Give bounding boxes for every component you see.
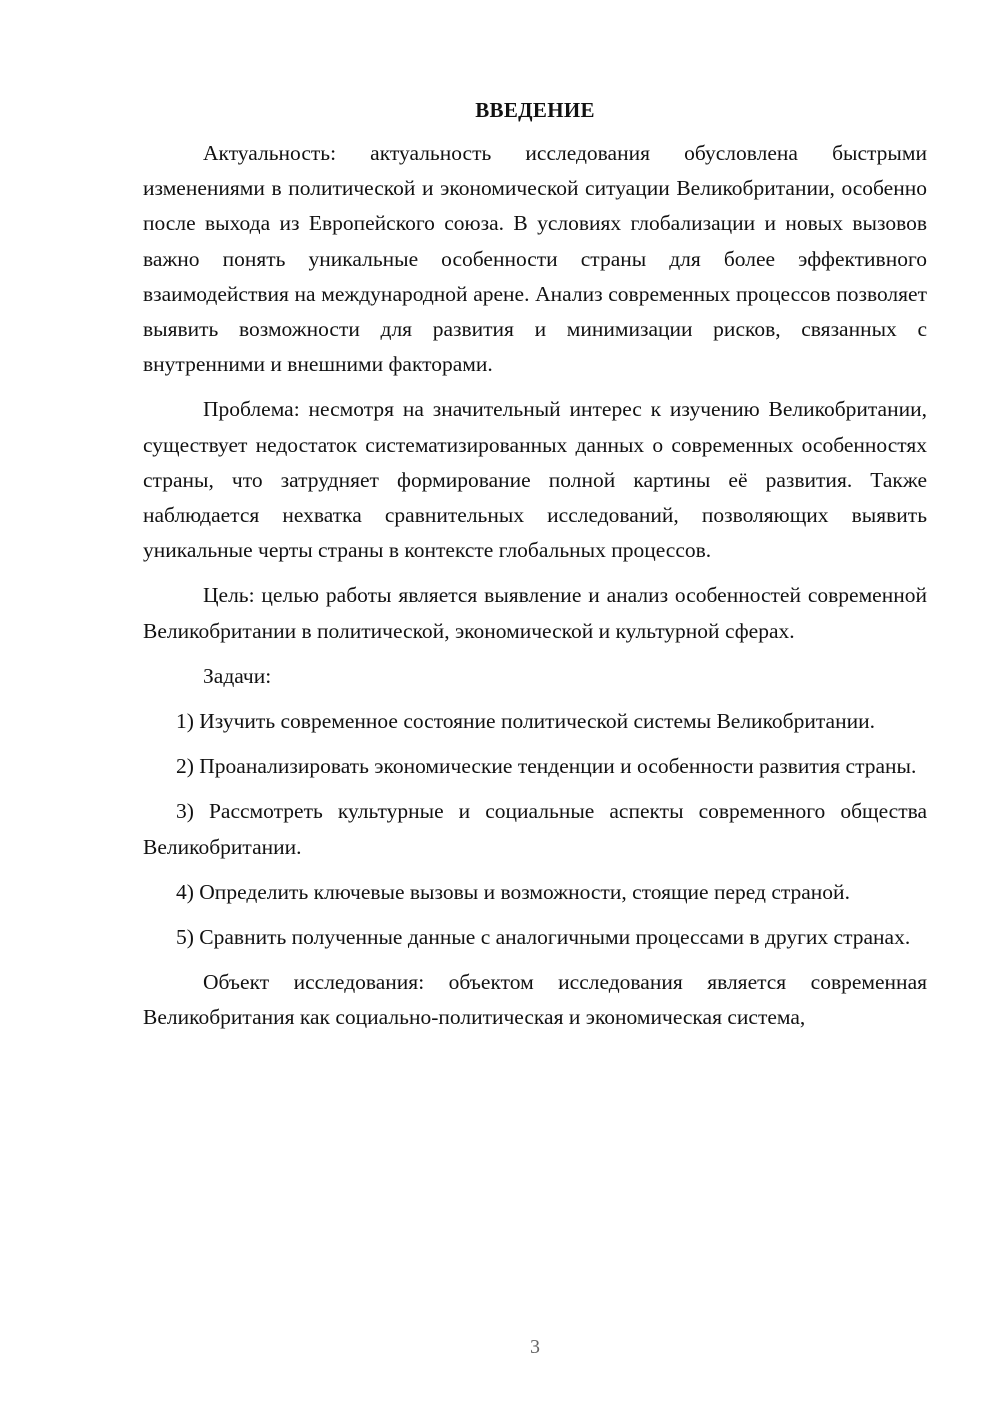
page-title: ВВЕДЕНИЕ bbox=[475, 98, 595, 122]
paragraph-problem: Проблема: несмотря на значительный интерес к изучению Великобритании, существует недостаток систематизированных данных о современных особенностях страны, что затрудняет формирование полной картины её развития. Также наблюдается нехватка сравнительных исследований, позволяющих выявить уникальные черты страны в контексте глобальных процессов. bbox=[143, 397, 927, 563]
task-item: 1) Изучить современное состояние политической системы Великобритании. bbox=[176, 709, 875, 734]
tasks-label: Задачи: bbox=[203, 663, 272, 688]
task-item: 5) Сравнить полученные данные с аналогичными процессами в других странах. bbox=[176, 925, 911, 950]
task-item: 4) Определить ключевые вызовы и возможности, стоящие перед страной. bbox=[176, 879, 850, 904]
task-item: 2) Проанализировать экономические тенденции и особенности развития страны. bbox=[176, 754, 917, 779]
paragraph-relevance: Актуальность: актуальность исследования обусловлена быстрыми изменениями в политической и экономической ситуации Великобритании, особенно после выхода из Европейского союза. В условиях глобализации и новых вызовов важно понять уникальные особенности страны для более эффективного взаимодействия на международной арене. Анализ современных процессов позволяет выявить возможности для развития и минимизации рисков, связанных с внутренними и внешними факторами. bbox=[143, 141, 927, 377]
paragraph-object: Объект исследования: объектом исследования является современная Великобритания как социально-политическая и экономическая система, bbox=[143, 970, 927, 1030]
page-content bbox=[143, 92, 927, 1036]
task-item: 3) Рассмотреть культурные и социальные аспекты современного общества Великобритании. bbox=[143, 799, 927, 859]
paragraph-goal: Цель: целью работы является выявление и анализ особенностей современной Великобритании в политической, экономической и культурной сферах. bbox=[143, 583, 927, 643]
page-number: 3 bbox=[530, 1336, 540, 1358]
